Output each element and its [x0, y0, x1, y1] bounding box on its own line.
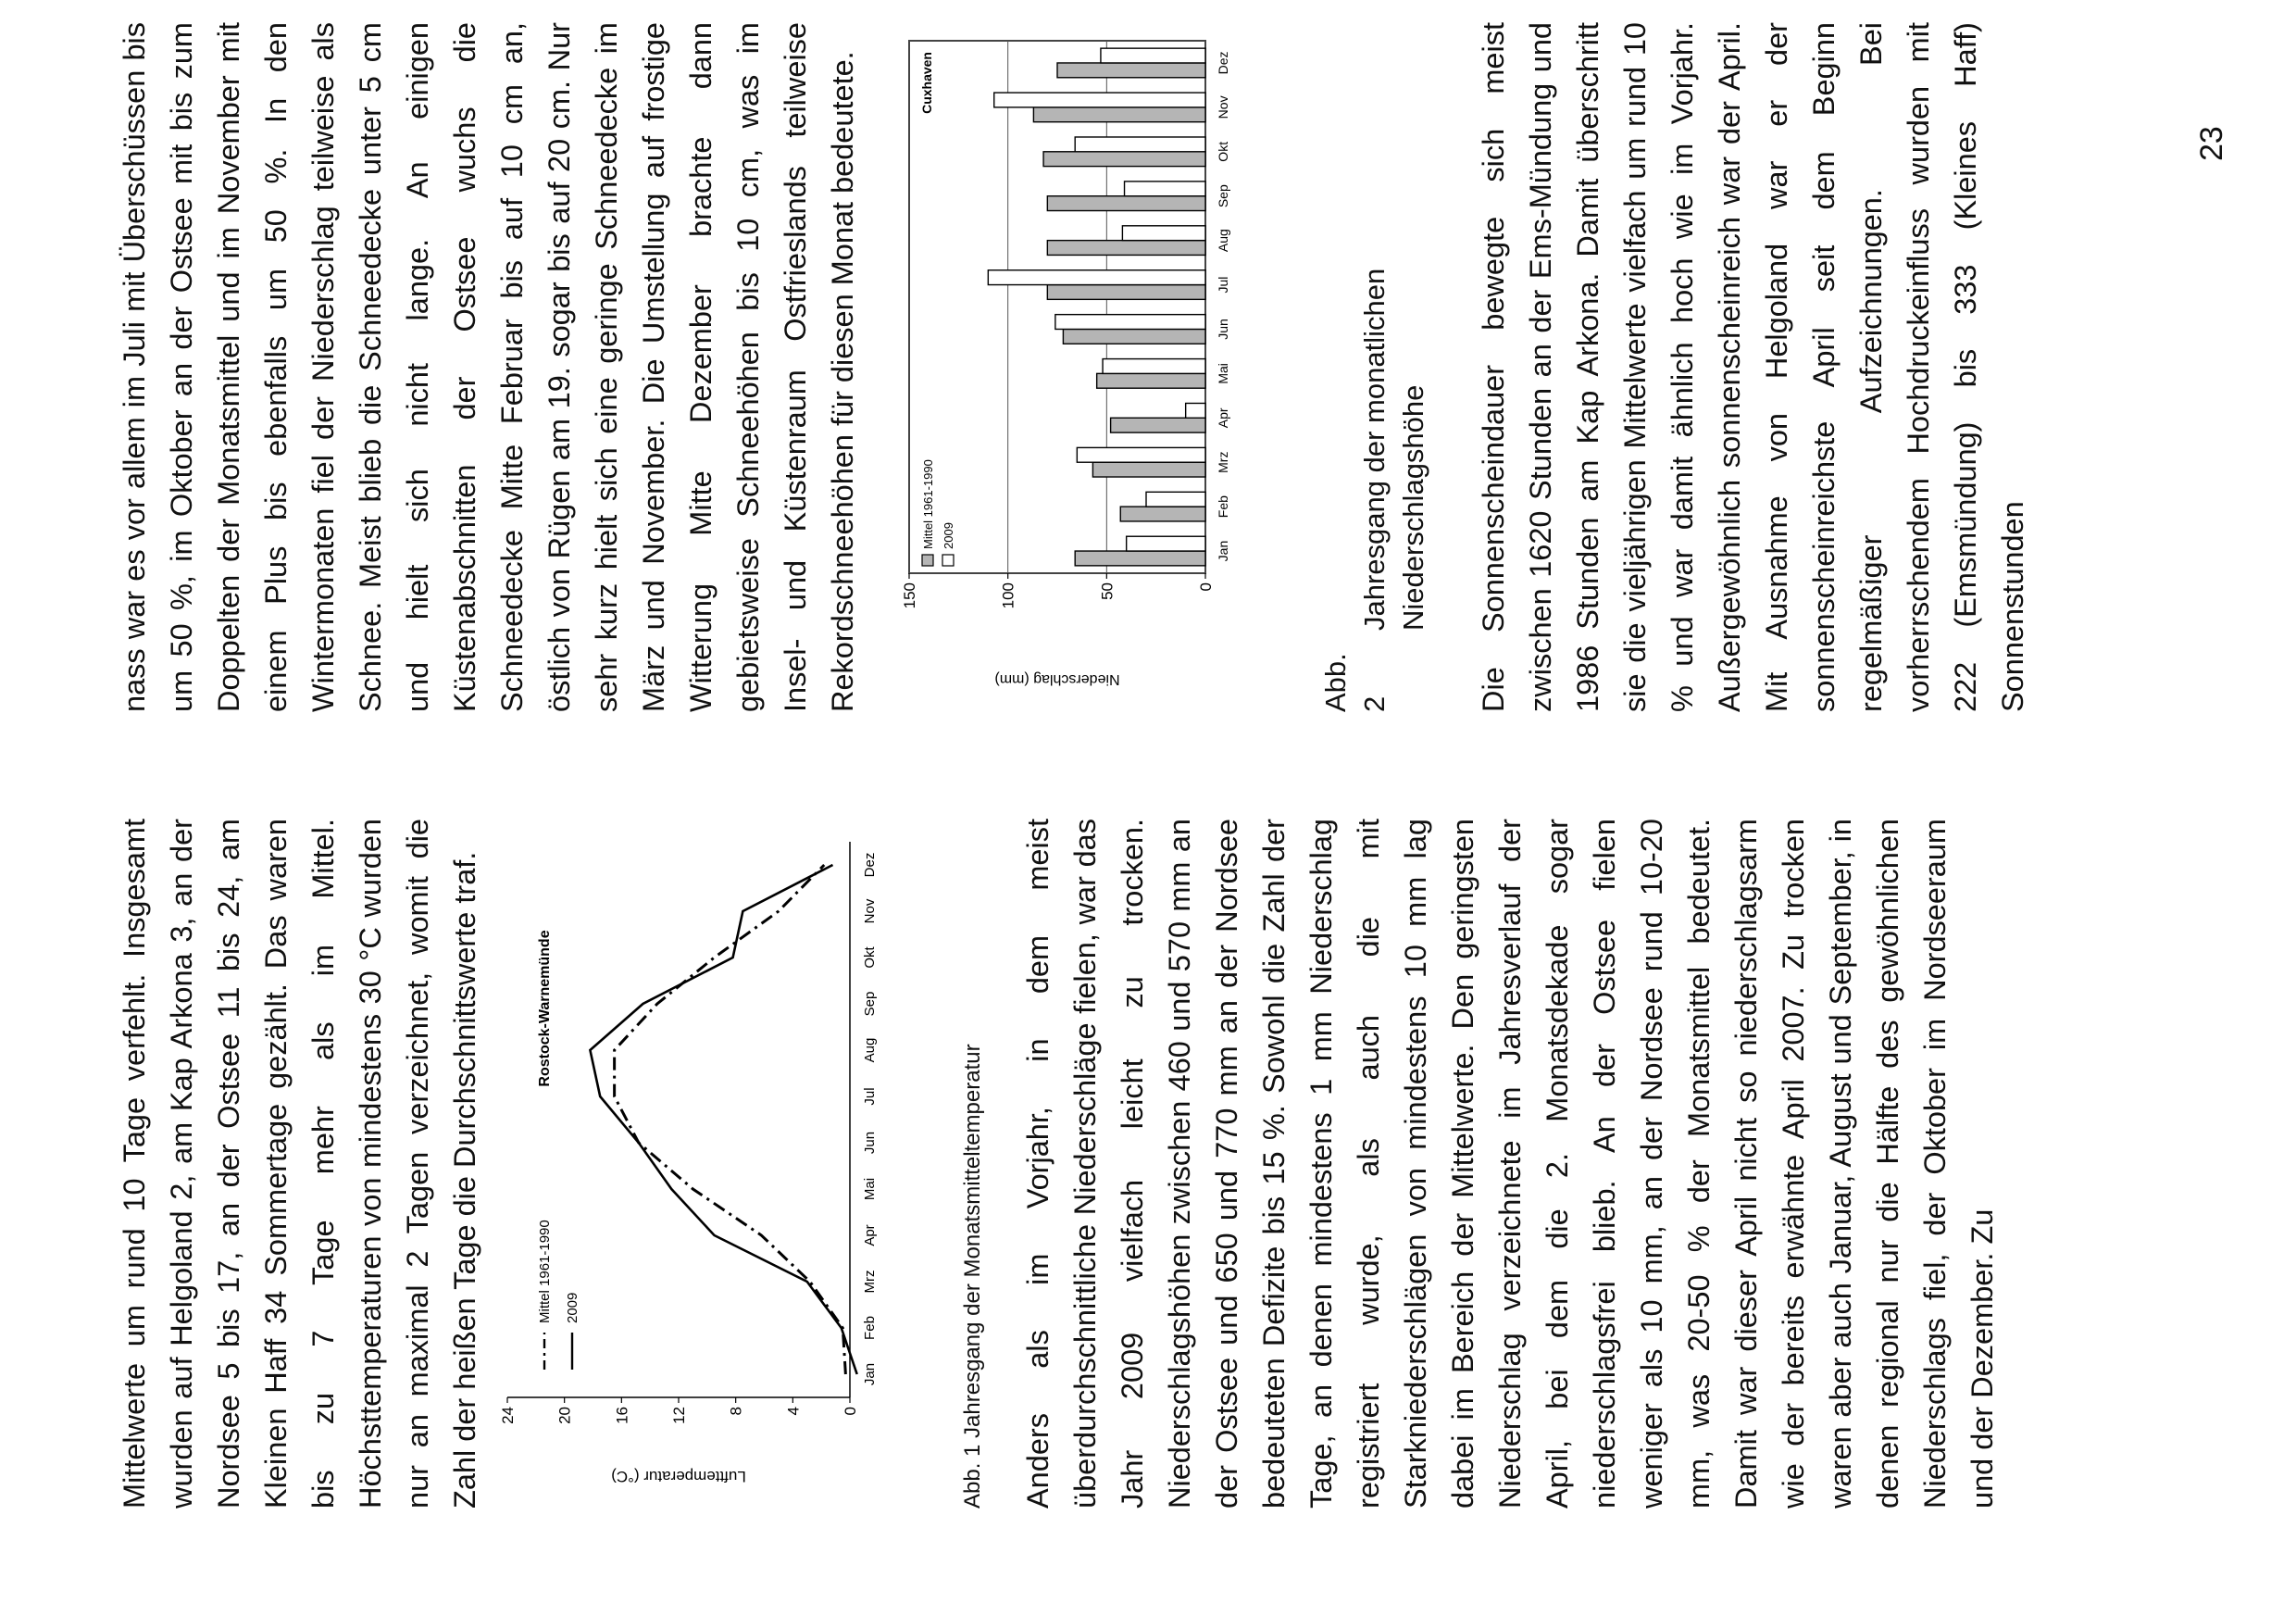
temperature-chart — [489, 819, 952, 1509]
x-tick-label: Feb — [862, 1316, 878, 1340]
bar-mittel — [1120, 507, 1205, 521]
y-tick-label: 12 — [670, 1407, 688, 1424]
figure-1 — [489, 819, 987, 1509]
bar-2009 — [1122, 226, 1205, 241]
bar-mittel — [1092, 462, 1205, 477]
x-tick-label: Jun — [862, 1131, 878, 1155]
legend-swatch — [942, 555, 954, 566]
x-tick-label: Nov — [1216, 95, 1230, 119]
bar-2009 — [1186, 403, 1205, 418]
figure-2-caption-number: Abb. 2 — [1319, 653, 1391, 712]
x-tick-label: Jul — [862, 1087, 878, 1106]
y-tick-label: 20 — [555, 1407, 574, 1424]
x-tick-label: Okt — [1216, 141, 1230, 162]
page-number: 23 — [2194, 126, 2229, 161]
y-tick-label: 16 — [613, 1407, 631, 1424]
series-line-mittel — [615, 865, 846, 1374]
figure-1-caption: Abb. 1 Jahresgang der Monatsmitteltemperatur — [960, 1044, 985, 1509]
bar-2009 — [1055, 315, 1205, 330]
legend-label: 2009 — [565, 1292, 580, 1323]
series-line-2009 — [590, 865, 856, 1374]
x-tick-label: Jan — [1216, 540, 1230, 562]
y-tick-label: 0 — [1197, 582, 1215, 592]
text-column-1 — [111, 819, 2006, 1509]
y-tick-label: 50 — [1098, 582, 1117, 600]
chart-title: Rostock-Warnemünde — [537, 930, 553, 1087]
bar-mittel — [1047, 196, 1205, 211]
x-tick-label: Nov — [862, 898, 878, 924]
bar-2009 — [1146, 492, 1205, 507]
text-column-2 — [111, 22, 2037, 712]
bar-2009 — [1077, 447, 1205, 462]
figure-2-caption-line1: Jahresgang der monatlichen — [1358, 268, 1391, 631]
bar-2009 — [1127, 536, 1205, 551]
x-tick-label: Jul — [1216, 276, 1230, 294]
x-tick-label: Jan — [862, 1362, 878, 1386]
bar-mittel — [1063, 329, 1205, 344]
bar-2009 — [1103, 359, 1205, 374]
paragraph: Anders als im Vorjahr, in dem meist überdurchschnittliche Niederschläge fielen, war das Jahr 2009 vielfach leicht zu trocken. Niederschlagshöhen zwischen 460 und 570 mm an der Ostsee und 650 und 770 mm an der Nordsee bedeuteten Defizite bis 15 %. Sowohl die Zahl der Tage, an denen mindestens 1 mm Niederschlag registriert wurde, als auch die mit Starkniederschlägen von mindestens 10 mm lag dabei im Bereich der Mittelwerte. Den geringsten Niederschlag verzeichnete im Jahresverlauf der April, bei dem die 2. Monatsdekade sogar niederschlagsfrei blieb. An der Ostsee fielen weniger als 10 mm, an der Nordsee rund 10-20 mm, was 20-50 % der Monatsmittel bedeutet. Damit war dieser April nicht so niederschlagsarm wie der bereits erwähnte April 2007. Zu trocken waren aber auch Januar, August und September, in denen regional nur die Hälfte des gewöhnlichen Niederschlags fiel, der Oktober im Nordseeraum und der Dezember. Zu — [1021, 819, 1999, 1509]
x-tick-label: Aug — [862, 1037, 878, 1063]
bar-2009 — [1101, 48, 1205, 63]
x-tick-label: Mai — [862, 1177, 878, 1201]
precipitation-chart — [900, 22, 1307, 712]
y-tick-label: 4 — [784, 1407, 803, 1416]
y-tick-label: 150 — [901, 582, 918, 609]
legend-label: Mittel 1961-1990 — [921, 459, 935, 549]
bar-mittel — [1047, 241, 1205, 256]
x-tick-label: Apr — [862, 1224, 878, 1246]
x-tick-label: Apr — [1216, 407, 1230, 429]
bar-2009 — [1125, 182, 1205, 196]
bar-mittel — [1075, 551, 1205, 566]
x-tick-label: Mrz — [1216, 451, 1230, 473]
bar-2009 — [1075, 137, 1205, 152]
legend-label: 2009 — [942, 522, 955, 549]
x-tick-label: Mrz — [862, 1270, 878, 1294]
legend-swatch — [922, 555, 933, 566]
y-tick-label: 24 — [499, 1407, 517, 1424]
bar-2009 — [988, 270, 1205, 285]
figure-2 — [900, 22, 1433, 712]
legend-label: Mittel 1961-1990 — [537, 1220, 553, 1323]
y-tick-label: 8 — [727, 1407, 745, 1416]
bar-mittel — [1043, 152, 1205, 167]
paragraph: Mittelwerte um rund 10 Tage verfehlt. Insgesamt wurden auf Helgoland 2, am Kap Arkona 3, an der Nordsee 5 bis 17, an der Ostsee 11 bis 24, am Kleinen Haff 34 Sommertage gezählt. Das waren bis zu 7 Tage mehr als im Mittel. Höchsttemperaturen von mindestens 30 °C wurden nur an maximal 2 Tagen verzeichnet, womit die Zahl der heißen Tage die Durchschnittswerte traf. — [118, 819, 481, 1509]
x-tick-label: Jun — [1216, 319, 1230, 340]
y-tick-label: 0 — [842, 1407, 859, 1416]
paragraph: Die Sonnenscheindauer bewegte sich meist zwischen 1620 Stunden an der Ems-Mündung und 1986 Stunden am Kap Arkona. Damit überschritt sie die vieljährigen Mittelwerte vielfach um rund 10 % und war damit ähnlich hoch wie im Vorjahr. Außergewöhnlich sonnenscheinreich war der April. Mit Ausnahme von Helgoland war er der sonnenscheinreichste April seit dem Beginn regelmäßiger Aufzeichnungen. Bei vorherrschendem Hochdruckeinfluss wurden mit 222 (Emsmündung) bis 333 (Kleines Haff) Sonnenstunden — [1477, 22, 2029, 712]
bar-mittel — [1097, 373, 1205, 388]
x-tick-label: Sep — [862, 991, 878, 1017]
y-axis-label: Niederschlag (mm) — [994, 671, 1120, 687]
x-tick-label: Dez — [1216, 51, 1230, 75]
bar-mittel — [1057, 63, 1205, 78]
y-axis-label: Lufttemperatur (°C) — [611, 1468, 746, 1485]
x-tick-label: Aug — [1216, 229, 1230, 253]
x-tick-label: Sep — [1216, 184, 1230, 208]
figure-2-caption — [1316, 22, 1433, 712]
y-tick-label: 100 — [999, 582, 1017, 609]
figure-2-caption-line2: Niederschlagshöhe — [1397, 384, 1429, 631]
bar-mittel — [1047, 285, 1205, 300]
paragraph: nass war es vor allem im Juli mit Überschüssen bis um 50 %, im Oktober an der Ostsee mit bis zum Doppelten der Monatsmittel und im November mit einem Plus bis ebenfalls um 50 %. In den Wintermonaten fiel der Niederschlag teilweise als Schnee. Meist blieb die Schneedecke unter 5 cm und hielt sich nicht lange. An einigen Küstenabschnitten der Ostsee wuchs die Schneedecke Mitte Februar bis auf 10 cm an, östlich von Rügen am 19. sogar bis auf 20 cm. Nur sehr kurz hielt sich eine geringe Schneedecke im März und November. Die Umstellung auf frostige Witterung Mitte Dezember brachte dann gebietsweise Schneehöhen bis 10 cm, was im Insel- und Küstenraum Ostfrieslands teilweise Rekordschneehöhen für diesen Monat bedeutete. — [118, 22, 859, 712]
bar-mittel — [1033, 107, 1205, 122]
bar-2009 — [994, 93, 1205, 107]
x-tick-label: Feb — [1216, 495, 1230, 519]
x-tick-label: Mai — [1216, 363, 1230, 384]
x-tick-label: Dez — [862, 852, 878, 878]
chart-title: Cuxhaven — [919, 52, 934, 114]
x-tick-label: Okt — [862, 946, 878, 969]
bar-mittel — [1111, 418, 1205, 432]
